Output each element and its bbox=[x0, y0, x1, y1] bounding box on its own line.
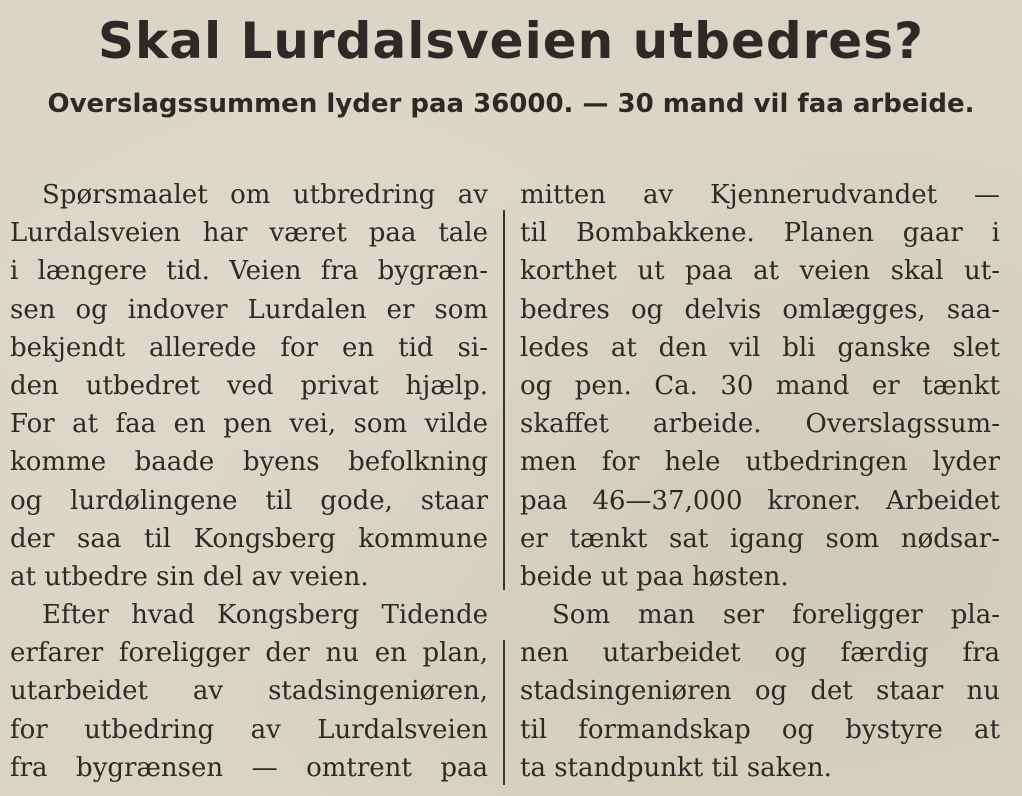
text-line: beide ut paa høsten. bbox=[520, 561, 789, 592]
text-line: til Bombakkene. Planen gaar i bbox=[520, 218, 1000, 249]
text-line: erfarer foreligger der nu en plan, bbox=[10, 638, 488, 669]
text-line: ta standpunkt til saken. bbox=[520, 752, 832, 783]
left-column bbox=[10, 176, 488, 787]
text-line: og lurdølingene til gode, staar bbox=[10, 485, 488, 516]
text-line: Spørsmaalet om utbredring av bbox=[42, 180, 488, 210]
text-line: komme baade byens befolkning bbox=[10, 447, 488, 478]
text-line: skaffet arbeide. Overslagssum- bbox=[520, 409, 1000, 440]
text-line: der saa til Kongsberg kommune bbox=[10, 523, 488, 554]
text-line: stadsingeniøren og det staar nu bbox=[520, 676, 1000, 707]
text-line: nen utarbeidet og færdig fra bbox=[520, 638, 1000, 669]
text-line: mitten av Kjennerudvandet — bbox=[520, 180, 1000, 210]
text-line: er tænkt sat igang som nødsar- bbox=[520, 523, 1000, 554]
text-line: for utbedring av Lurdalsveien bbox=[10, 714, 488, 745]
text-line: Lurdalsveien har været paa tale bbox=[10, 218, 488, 249]
text-line: korthet ut paa at veien skal ut- bbox=[520, 256, 1000, 287]
right-column bbox=[520, 176, 1000, 787]
text-line: ledes at den vil bli ganske slet bbox=[520, 332, 1000, 363]
text-line: fra bygrænsen — omtrent paa bbox=[10, 752, 488, 783]
text-line: den utbedret ved privat hjælp. bbox=[10, 370, 488, 401]
text-line: bekjendt allerede for en tid si- bbox=[10, 332, 488, 363]
text-line: sen og indover Lurdalen er som bbox=[10, 294, 488, 325]
column-rule bbox=[503, 640, 505, 785]
text-line: men for hele utbedringen lyder bbox=[520, 447, 1000, 478]
text-line: til formandskap og bystyre at bbox=[520, 714, 1000, 745]
headline: Skal Lurdalsveien utbedres? bbox=[98, 12, 924, 70]
text-line: i længere tid. Veien fra bygræn- bbox=[10, 256, 488, 287]
text-line: bedres og delvis omlægges, saa- bbox=[520, 294, 1000, 325]
text-line: Som man ser foreligger pla- bbox=[552, 600, 1000, 631]
column-rule bbox=[503, 210, 505, 590]
text-line: Efter hvad Kongsberg Tidende bbox=[42, 600, 488, 631]
text-line: For at faa en pen vei, som vilde bbox=[10, 409, 488, 440]
subheadline: Overslagssummen lyder paa 36000. — 30 mand vil faa arbeide. bbox=[47, 89, 975, 119]
text-line: paa 46—37,000 kroner. Arbeidet bbox=[520, 485, 1000, 516]
text-line: og pen. Ca. 30 mand er tænkt bbox=[520, 370, 1000, 401]
text-line: at utbedre sin del av veien. bbox=[10, 561, 369, 592]
text-line: utarbeidet av stadsingeniøren, bbox=[10, 676, 488, 707]
